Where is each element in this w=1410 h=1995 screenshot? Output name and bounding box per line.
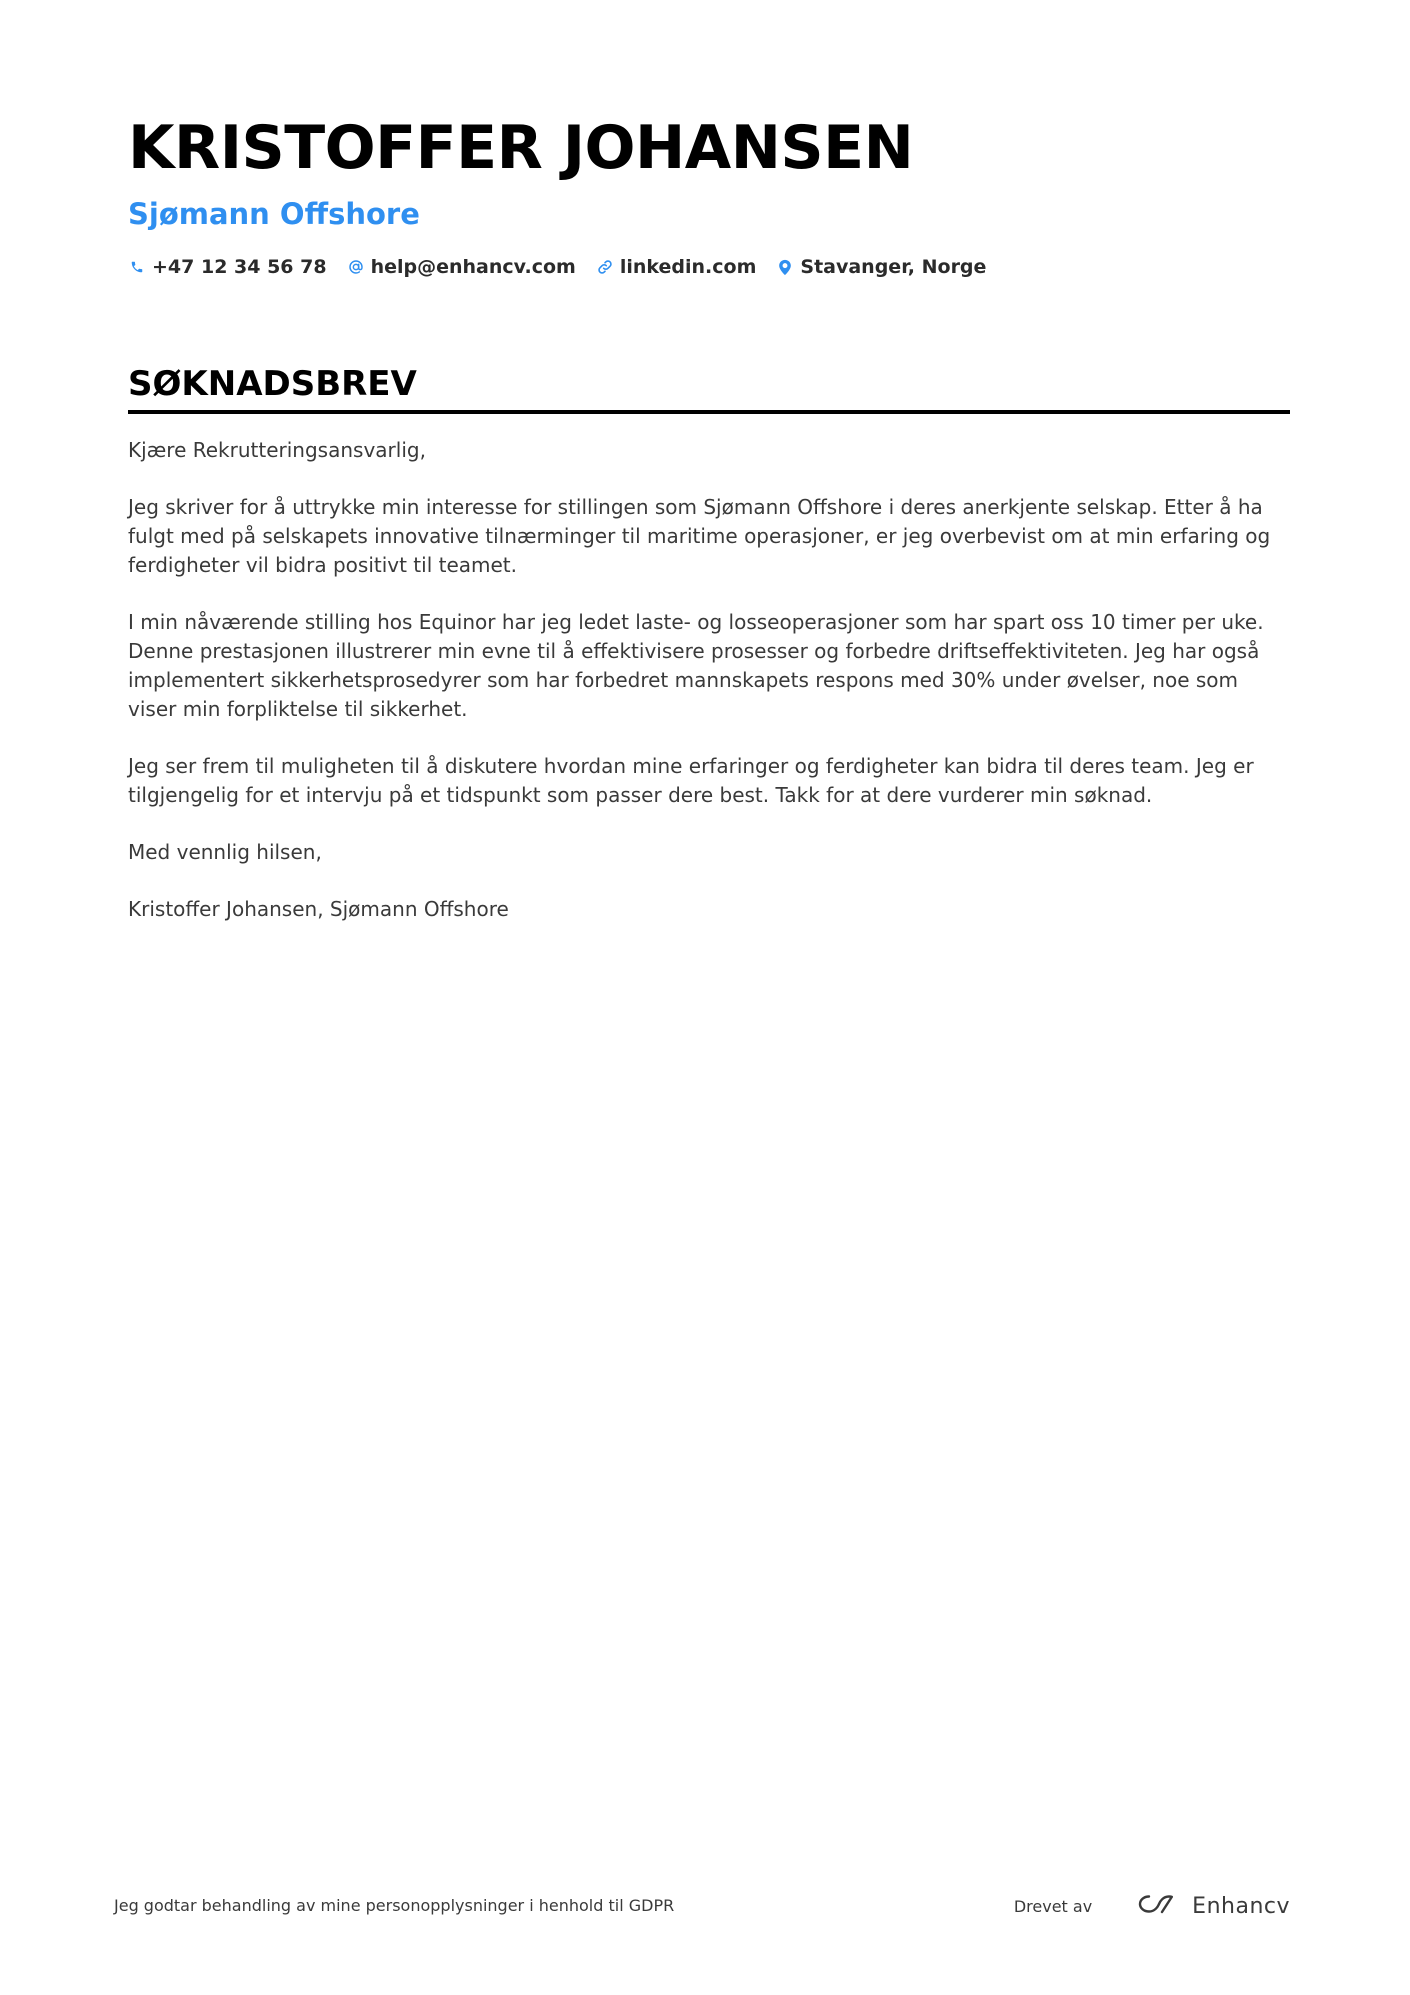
brand-name: Enhancv [1192,1893,1290,1919]
at-icon [347,258,365,276]
enhancv-logo[interactable] [1136,1891,1290,1922]
section-title: SØKNADSBREV [128,364,417,404]
letter-closing: Med vennlig hilsen, [128,840,322,864]
location-text: Stavanger, Norge [800,256,987,278]
link-icon [596,258,614,276]
location-pin-icon [776,258,794,276]
phone-icon [128,258,146,276]
contact-linkedin[interactable] [596,256,757,278]
letter-body [128,436,1290,924]
section-divider [128,410,1290,414]
letter-paragraph: Jeg ser frem til muligheten til å diskutere hvordan mine erfaringer og ferdigheter kan bidra til deres team. Jeg er tilgjengelig for et intervju på et tidspunkt som passer dere best. Takk for at dere vurderer min søknad. [128,754,1254,807]
letter-paragraph: Jeg skriver for å uttrykke min interesse for stillingen som Sjømann Offshore i deres anerkjente selskap. Etter å ha fulgt med på selskapets innovative tilnærminger til maritime operasjoner, er jeg overbevist om at min erfaring og ferdigheter vil bidra positivt til teamet. [128,495,1271,577]
candidate-name: KRISTOFFER JOHANSEN [128,113,914,183]
powered-by-label: Drevet av [1013,1896,1093,1916]
email-text: help@enhancv.com [370,256,576,278]
enhancv-logo-icon [1136,1891,1182,1922]
job-title: Sjømann Offshore [128,197,420,231]
letter-signature: Kristoffer Johansen, Sjømann Offshore [128,897,509,921]
linkedin-text: linkedin.com [619,256,757,278]
footer [114,1890,1290,1922]
contact-location [776,256,986,278]
letter-paragraph: I min nåværende stilling hos Equinor har jeg ledet laste- og losseoperasjoner som har spart oss 10 timer per uke. Denne prestasjonen illustrerer min evne til å effektivisere prosesser og forbedre driftseffektiviteten. Jeg har også implementert sikkerhetsprosedyrer som har forbedret mannskapets respons med 30% under øvelser, noe som viser min forpliktelse til sikkerhet. [128,610,1264,721]
letter-greeting: Kjære Rekrutteringsansvarlig, [128,438,426,462]
cover-letter-section [128,362,1290,952]
phone-text: +47 12 34 56 78 [152,256,327,278]
gdpr-consent-text: Jeg godtar behandling av mine personopplysninger i henhold til GDPR [114,1896,675,1915]
powered-by [1014,1890,1290,1922]
contact-list [128,252,1290,282]
contact-email[interactable] [347,256,576,278]
contact-phone [128,256,327,278]
header [128,108,1290,282]
